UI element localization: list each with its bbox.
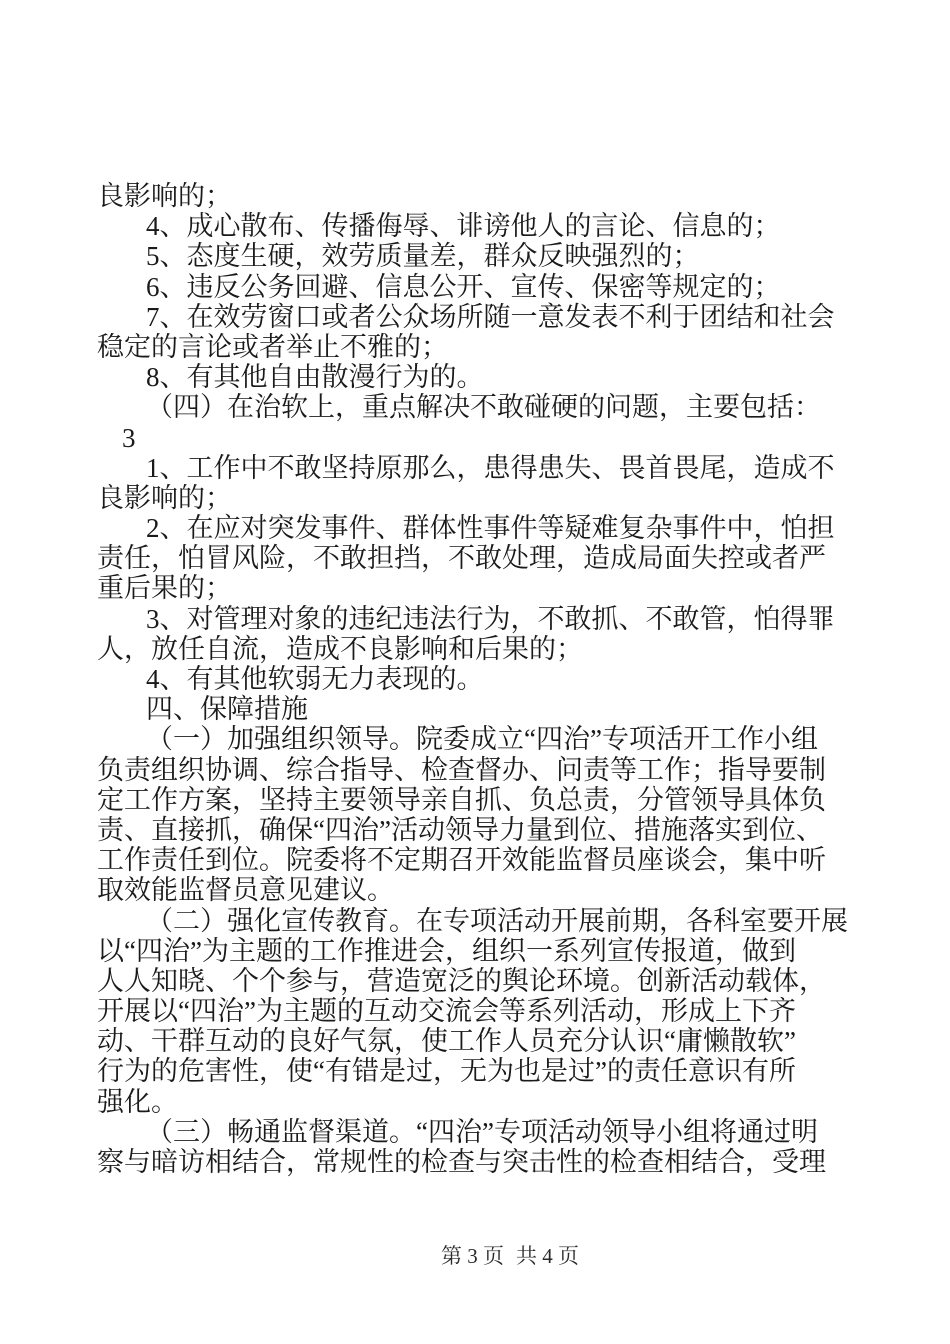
document-line: 责任，怕冒风险，不敢担挡，不敢处理，造成局面失控或者严	[97, 543, 826, 574]
document-line: （四）在治软上，重点解决不敢碰硬的问题，主要包括：	[146, 392, 821, 423]
document-line: 察与暗访相结合，常规性的检查与突击性的检查相结合，受理	[97, 1147, 826, 1177]
document-line: 四、保障措施	[146, 694, 308, 725]
footer-page-number: 第 3 页	[441, 1244, 504, 1268]
document-line: 开展以“四治”为主题的互动交流会等系列活动，形成上下齐	[97, 996, 796, 1027]
document-line: 负责组织协调、综合指导、检查督办、问责等工作；指导要制	[97, 754, 826, 785]
page-footer	[441, 1240, 579, 1270]
document-line: 动、干群互动的良好气氛，使工作人员充分认识“庸懒散软”	[97, 1026, 796, 1057]
document-line: 良影响的；	[97, 181, 232, 211]
document-line: （二）强化宣传教育。在专项活动开展前期，各科室要开展	[146, 905, 848, 936]
document-body	[97, 181, 848, 1177]
document-line: 良影响的；	[97, 482, 232, 513]
document-line: 2、在应对突发事件、群体性事件等疑难复杂事件中，怕担	[146, 513, 835, 544]
document-line: 人人知晓、个个参与，营造宽泛的舆论环境。创新活动载体，	[97, 965, 826, 996]
document-line: 3	[122, 422, 136, 453]
document-line: 取效能监督员意见建议。	[97, 875, 394, 906]
document-line: 重后果的；	[97, 573, 232, 604]
document-line: 5、态度生硬，效劳质量差，群众反映强烈的；	[146, 241, 700, 272]
document-line: 人，放任自流，造成不良影响和后果的；	[97, 633, 583, 664]
document-line: 6、违反公务回避、信息公开、宣传、保密等规定的；	[146, 271, 781, 302]
document-line: 3、对管理对象的违纪违法行为，不敢抓、不敢管，怕得罪	[146, 603, 835, 634]
footer-page-total: 共 4 页	[516, 1244, 579, 1268]
document-line: 7、在效劳窗口或者公众场所随一意发表不利于团结和社会	[146, 301, 835, 332]
document-line: 强化。	[97, 1086, 178, 1117]
document-line: （三）畅通监督渠道。“四治”专项活动领导小组将通过明	[146, 1116, 818, 1147]
document-line: 定工作方案，坚持主要领导亲自抓、负总责，分管领导具体负	[97, 784, 826, 815]
document-line: 稳定的言论或者举止不雅的；	[97, 331, 448, 362]
document-line: 4、成心散布、传播侮辱、诽谤他人的言论、信息的；	[146, 211, 781, 242]
document-line: 行为的危害性，使“有错是过，无为也是过”的责任意识有所	[97, 1056, 796, 1087]
document-line: 责、直接抓，确保“四治”活动领导力量到位、措施落实到位、	[97, 814, 823, 845]
document-line: 以“四治”为主题的工作推进会，组织一系列宣传报道，做到	[97, 935, 796, 966]
document-line: 工作责任到位。院委将不定期召开效能监督员座谈会，集中听	[97, 845, 826, 876]
document-line: （一）加强组织领导。院委成立“四治”专项活开工作小组	[146, 724, 818, 755]
document-line: 4、有其他软弱无力表现的。	[146, 664, 484, 694]
document-line: 1、工作中不敢坚持原那么，患得患失、畏首畏尾，造成不	[146, 452, 835, 483]
document-line: 8、有其他自由散漫行为的。	[146, 362, 484, 393]
